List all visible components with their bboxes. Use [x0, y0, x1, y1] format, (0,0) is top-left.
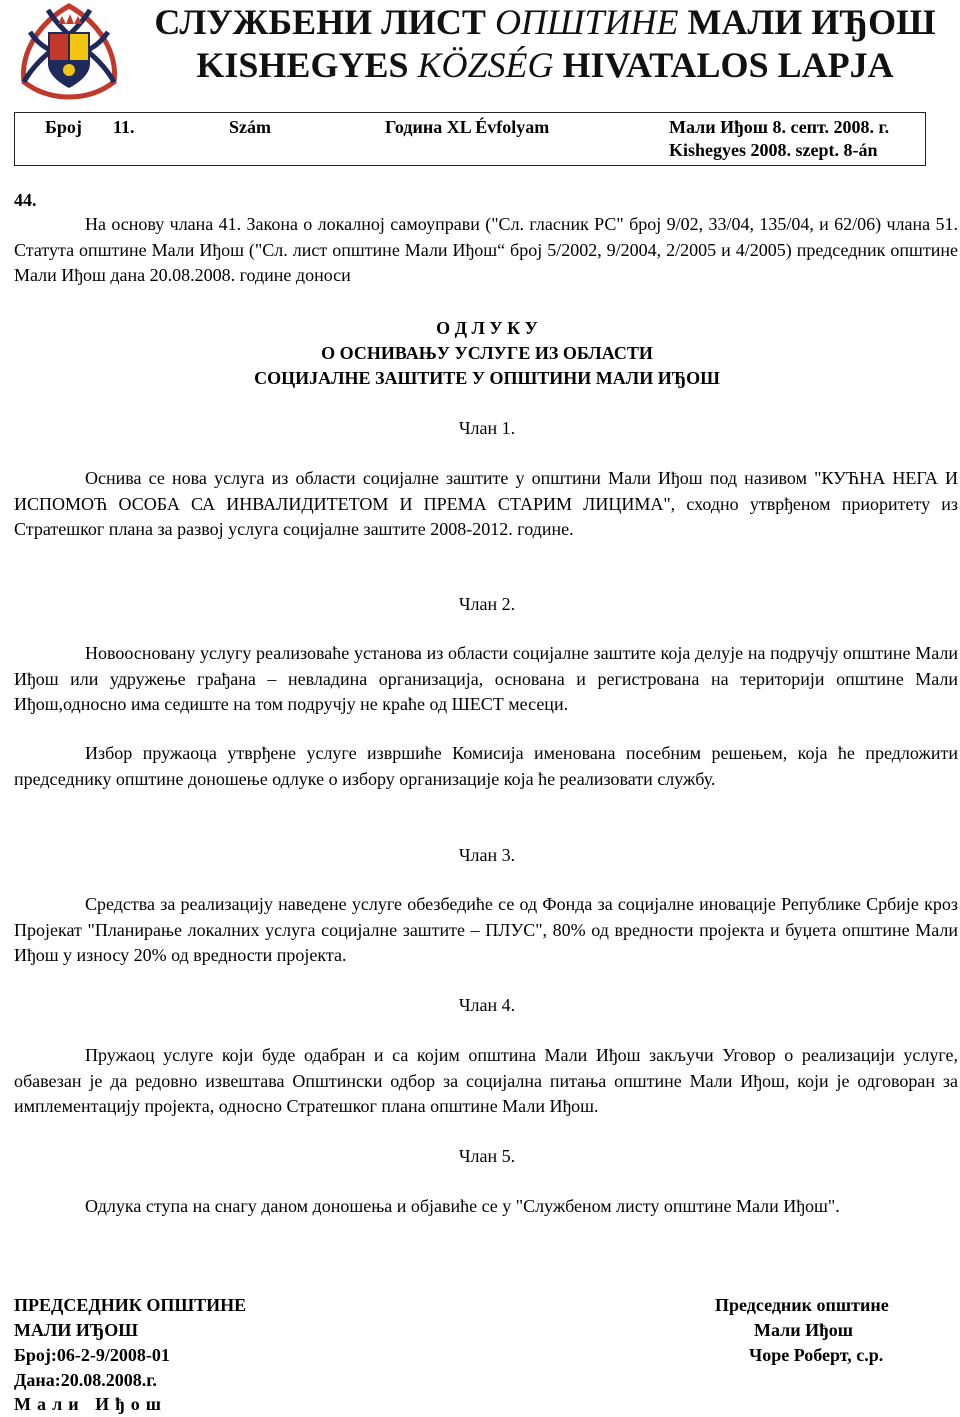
- issue-info-box: [14, 112, 926, 166]
- issue-label-broj: Број: [45, 117, 82, 137]
- gazette-title-serbian: СЛУЖБЕНИ ЛИСТ ОПШТИНЕ МАЛИ ИЂОШ: [154, 2, 936, 42]
- signature-block-right-municipality: Мали Иђош: [754, 1320, 853, 1340]
- signature-block-left-municipality: МАЛИ ИЂОШ: [14, 1320, 139, 1340]
- article-3-paragraph: Средства за реализацију наведене услуге обезбедиће се од Фонда за социјалне иновације Републике Србије кроз Пројекат "Планирање локалних услуга социјалне заштите – ПЛУС", 80% од вредности пројекта и буџета општине Мали Иђош у износу 20% од вредности пројекта.: [14, 894, 958, 965]
- gazette-title-hungarian: KISHEGYES KÖZSÉG HIVATALOS LAPJA: [196, 45, 894, 85]
- decision-subtitle-2: СОЦИЈАЛНЕ ЗАШТИТЕ У ОПШТИНИ МАЛИ ИЂОШ: [254, 368, 720, 388]
- article-4-heading: Члан 4.: [458, 995, 516, 1015]
- article-5-paragraph: Одлука ступа на снагу даном доношења и објавиће се у "Службеном листу општине Мали Иђош".: [85, 1196, 840, 1216]
- article-2-heading: Члан 2.: [458, 594, 516, 614]
- article-2-paragraph-1: Новоосновану услугу реализоваће установа из области социјалне заштите која делује на подручју општине Мали Иђош или удружење грађана – невладина организација, основана и регистрована на територији општине Мали Иђош,односно има седиште на том подручју не краће од ШЕСТ месеци.: [14, 643, 958, 714]
- issue-number: 11.: [113, 117, 135, 137]
- issue-year: Година XL Évfolyam: [385, 117, 550, 137]
- document-number: 44.: [14, 190, 37, 210]
- article-5-heading: Члан 5.: [458, 1146, 516, 1166]
- article-1-paragraph: Оснива се нова услуга из области социјалне заштите у општини Мали Иђош под називом "КУЋНА НЕГА И ИСПОМОЋ ОСОБА СА ИНВАЛИДИТЕТОМ И ПРЕМА СТАРИМ ЛИЦИМА", сходно утврђеном приоритету из Стратешког плана за развој услуга социјалне заштите 2008-2012. године.: [14, 468, 958, 539]
- municipality-coat-of-arms-icon: [10, 2, 128, 110]
- preamble-paragraph: На основу члана 41. Закона о локалној самоуправи ("Сл. гласник РС" број 9/02, 33/04, 135/04, и 62/06) члана 51. Статута општине Мали Иђош ("Сл. лист општине Мали Иђош“ број 5/2002, 9/2004, 2/2005 и 4/2005) председник општине Мали Иђош дана 20.08.2008. године доноси: [14, 214, 958, 285]
- document-reference-number: Број:06-2-9/2008-01: [14, 1345, 170, 1365]
- issue-date-serbian: Мали Иђош 8. септ. 2008. г.: [669, 117, 890, 137]
- signature-block-left-title: ПРЕДСЕДНИК ОПШТИНЕ: [14, 1295, 247, 1315]
- document-date: Дана:20.08.2008.г.: [14, 1370, 157, 1390]
- issue-date-hungarian: Kishegyes 2008. szept. 8-án: [669, 140, 878, 160]
- issue-label-szam: Szám: [229, 117, 271, 137]
- article-1-heading: Члан 1.: [458, 418, 516, 438]
- article-4-paragraph: Пружаоц услуге који буде одабран и са којим општина Мали Иђош закључи Уговор о реализацији услуге, обавезан је да редовно извештава Општински одбор за социјална питања општине Мали Иђош, који је одговоран за имплементацију пројекта, односно Стратешког плана општине Мали Иђош.: [14, 1045, 958, 1116]
- article-2-paragraph-2: Избор пружаоца утврђене услуге извршиће Комисија именована посебним решењем, која ће предложити председнику општине доношење одлуке о избору организације која ће реализовати службу.: [14, 743, 958, 789]
- masthead: [0, 0, 960, 110]
- decision-subtitle-1: О ОСНИВАЊУ УСЛУГЕ ИЗ ОБЛАСТИ: [321, 343, 653, 363]
- signature-block-right-title: Председник општине: [715, 1295, 889, 1315]
- article-3-heading: Члан 3.: [458, 845, 516, 865]
- signatory-name: Чоре Роберт, с.р.: [749, 1345, 884, 1365]
- document-place: Мали Иђош: [14, 1394, 167, 1414]
- decision-title: О Д Л У К У: [436, 318, 538, 338]
